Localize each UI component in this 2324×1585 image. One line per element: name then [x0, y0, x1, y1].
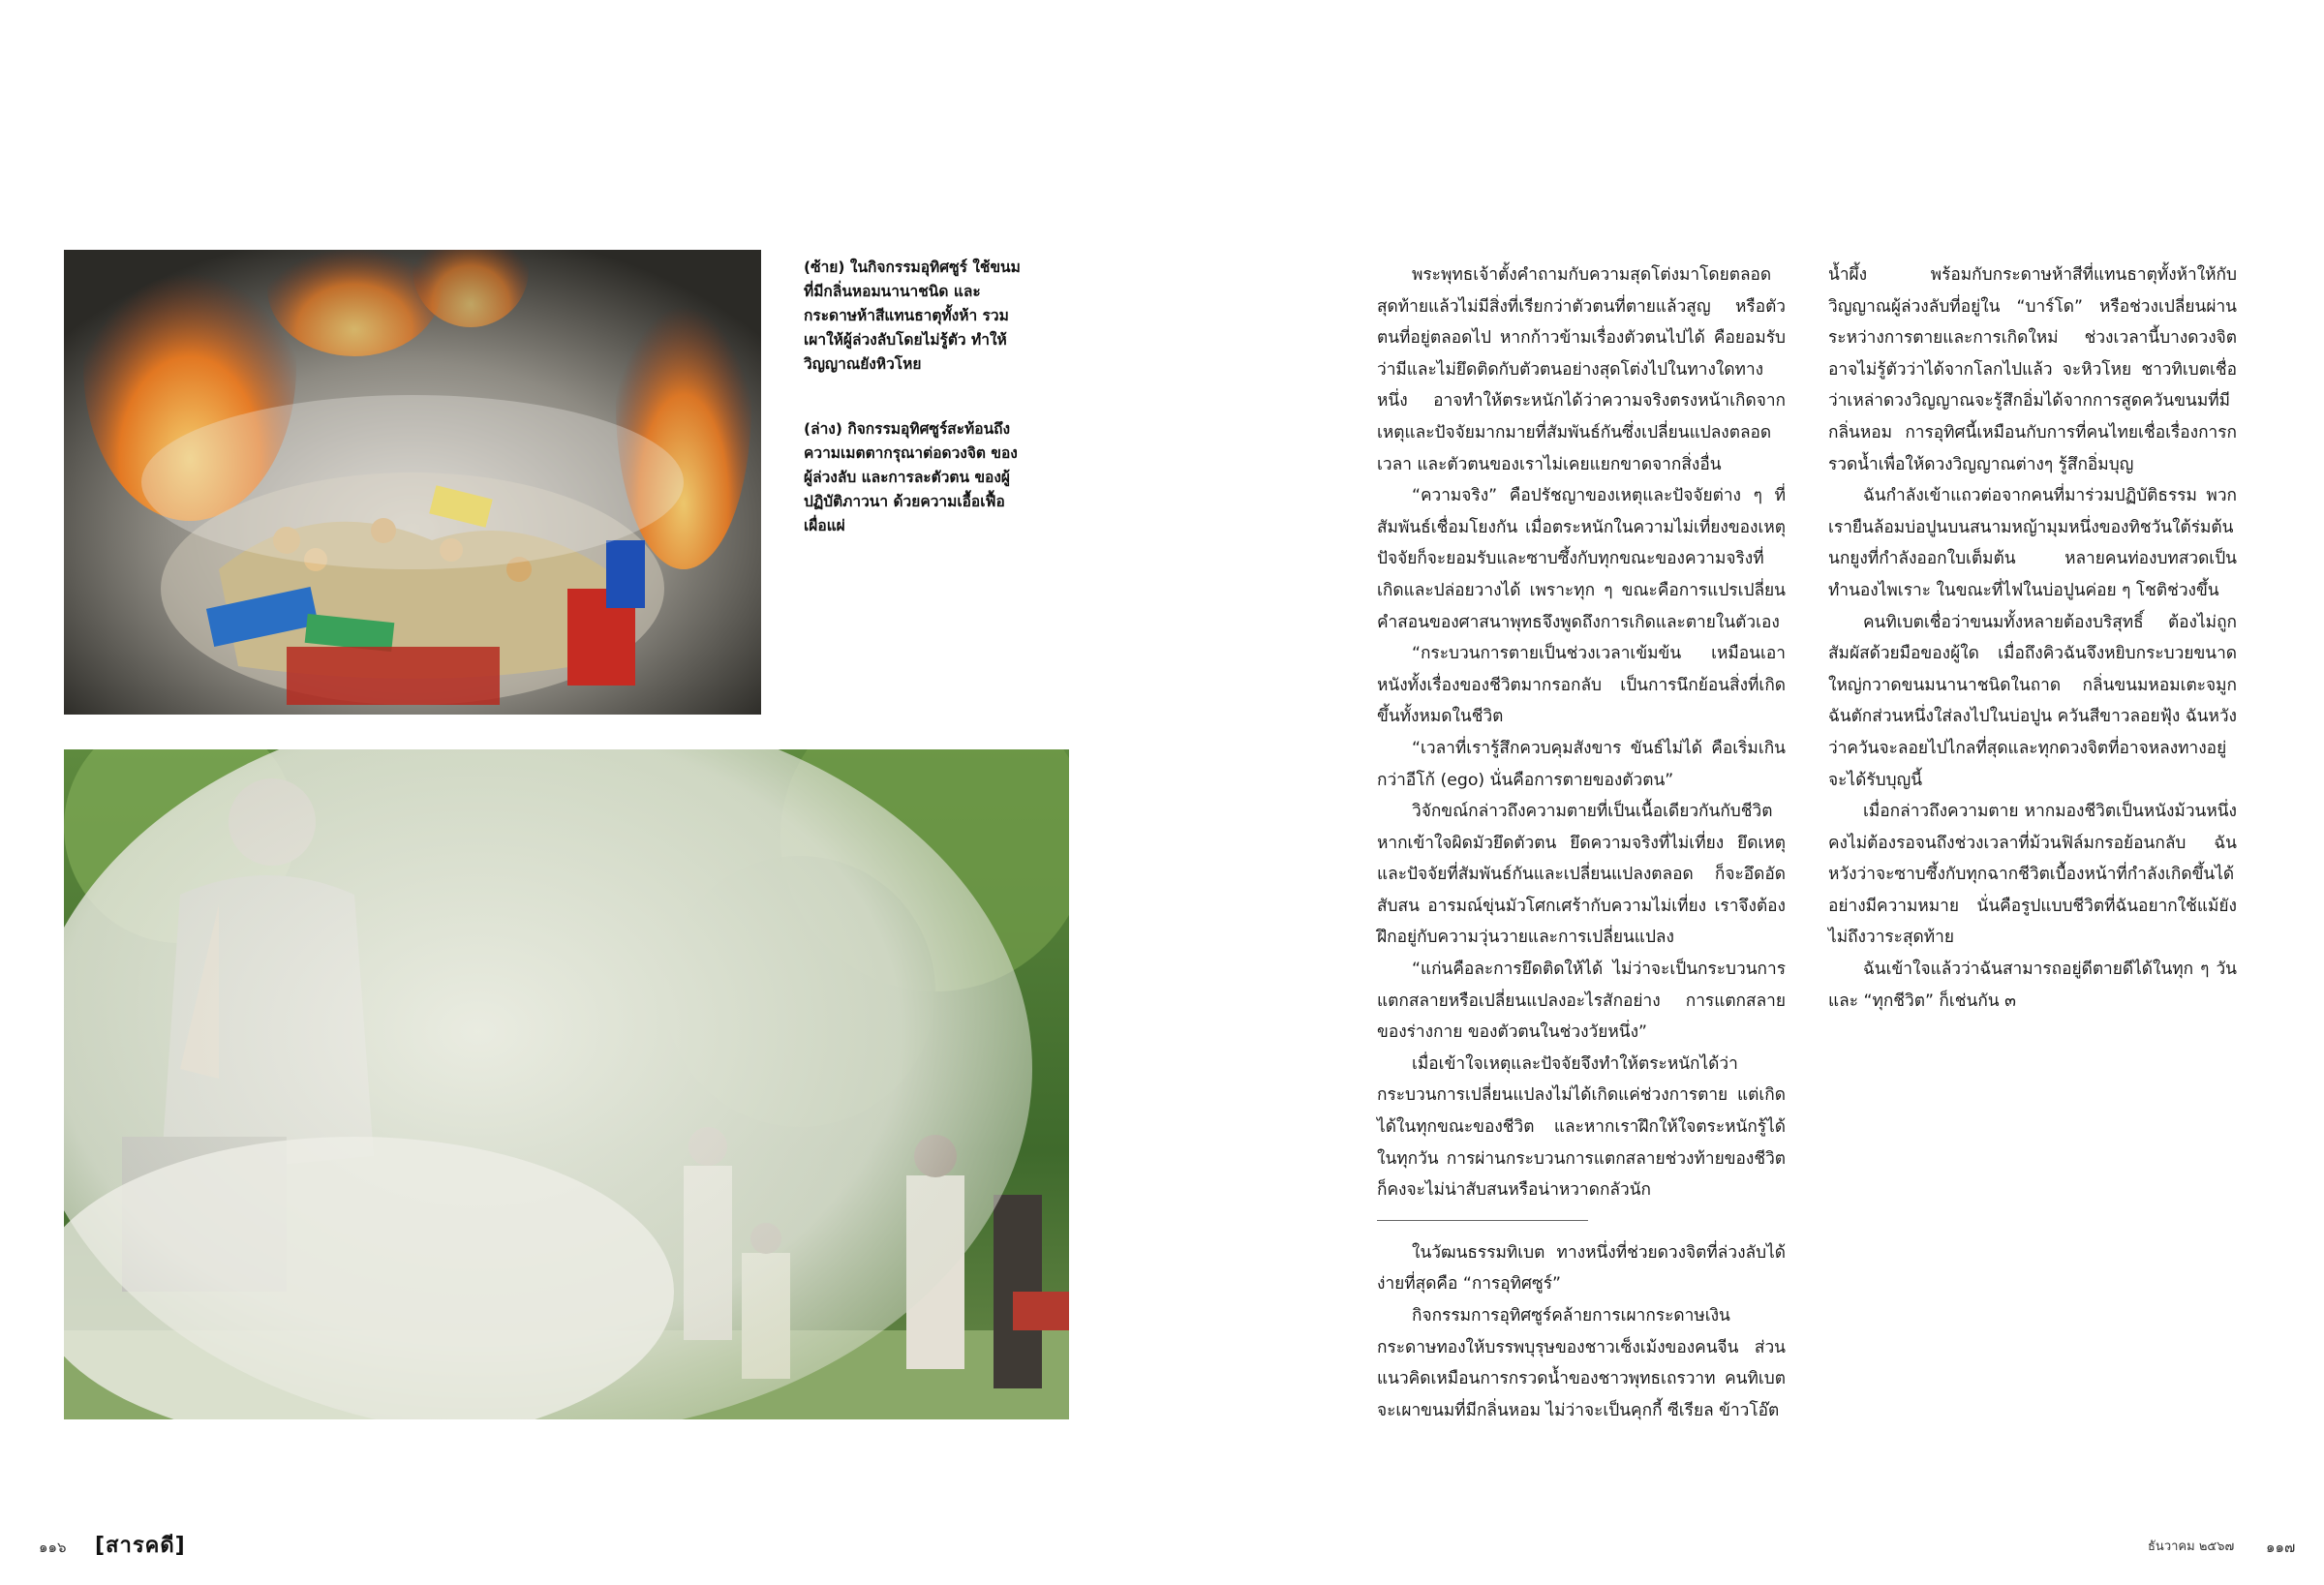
caption-bottom: (ล่าง) กิจกรรมอุทิศซูร์สะท้อนถึง ความเมตตากรุณาต่อดวงจิต ของผู้ล่วงลับ และการละตัวตน ของผู้ปฏิบัติภาวนา ด้วยความเอื้อเฟื้อเผื่อแผ่	[804, 420, 1018, 534]
ceremony-smoke-photo	[64, 749, 1069, 1419]
article-paragraph: น้ำผึ้ง พร้อมกับกระดาษห้าสีที่แทนธาตุทั้งห้าให้กับวิญญาณผู้ล่วงลับที่อยู่ใน “บาร์โด” หรือช่วงเปลี่ยนผ่านระหว่างการตายและการเกิดใหม่ ช่วงเวลานี้บางดวงจิตอาจไม่รู้ตัวว่าได้จากโลกไปแล้ว จะหิวโหย ชาวทิเบตเชื่อว่าเหล่าดวงวิญญาณจะรู้สึกอิ่มได้จากการสูดควันขนมที่มีกลิ่นหอม การอุทิศนี้เหมือนกับการที่คนไทยเชื่อเรื่องการกรวดน้ำเพื่อให้ดวงวิญญาณต่างๆ รู้สึกอิ่มบุญ	[1828, 265, 2237, 474]
article-paragraph: วิจักขณ์กล่าวถึงความตายที่เป็นเนื้อเดียวกันกับชีวิต หากเข้าใจผิดมัวยึดตัวตน ยึดความจริงที่ไม่เที่ยง ยึดเหตุและปัจจัยที่สัมพันธ์กันและเปลี่ยนแปลงตลอด ก็จะอึดอัด สับสน อารมณ์ขุ่นมัวโศกเศร้ากับความไม่เที่ยง เราจึงต้องฝึกอยู่กับความวุ่นวายและการเปลี่ยนแปลง	[1377, 802, 1786, 948]
page-number-left: ๑๑๖	[39, 1539, 67, 1556]
page-number-right: ๑๑๗	[2266, 1539, 2296, 1556]
article-paragraph: “ความจริง” คือปรัชญาของเหตุและปัจจัยต่าง ๆ ที่สัมพันธ์เชื่อมโยงกัน เมื่อตระหนักในความไม่เที่ยงของเหตุปัจจัยก็จะยอมรับและซาบซึ้งกับทุกขณะของความจริงที่เกิดและปล่อยวางได้ เพราะทุก ๆ ขณะคือการแปรเปลี่ยน คำสอนของศาสนาพุทธจึงพูดถึงการเกิดและตายในตัวเอง	[1377, 486, 1786, 632]
article-paragraph: ในวัฒนธรรมทิเบต ทางหนึ่งที่ช่วยดวงจิตที่ล่วงลับได้ง่ายที่สุดคือ “การอุทิศซูร์”	[1377, 1242, 1786, 1295]
article-paragraph: กิจกรรมการอุทิศซูร์คล้ายการเผากระดาษเงินกระดาษทองให้บรรพบุรุษของชาวเซ็งเม้งของคนจีน ส่วนแนวคิดเหมือนการกรวดน้ำของชาวพุทธเถรวาท คนทิเบตจะเผาขนมที่มีกลิ่นหอม ไม่ว่าจะเป็นคุกกี้ ซีเรียล ข้าวโอ๊ต	[1377, 1306, 1786, 1420]
issue-date: ธันวาคม ๒๕๖๗	[2148, 1539, 2235, 1554]
article-column-1	[1377, 259, 1786, 1426]
article-paragraph: “แก่นคือละการยึดติดให้ได้ ไม่ว่าจะเป็นกระบวนการแตกสลายหรือเปลี่ยนแปลงอะไรสักอย่าง การแตกสลายของร่างกาย ของตัวตนในช่วงวัยหนึ่ง”	[1377, 960, 1786, 1043]
article-paragraph: เมื่อเข้าใจเหตุและปัจจัยจึงทำให้ตระหนักได้ว่ากระบวนการเปลี่ยนแปลงไม่ได้เกิดแค่ช่วงการตาย แต่เกิดได้ในทุกขณะของชีวิต และหากเราฝึกให้ใจตระหนักรู้ได้ในทุกวัน การผ่านกระบวนการแตกสลายช่วงท้ายของชีวิตก็คงจะไม่น่าสับสนหรือน่าหวาดกลัวนัก	[1377, 1053, 1786, 1201]
caption-left: (ซ้าย) ในกิจกรรมอุทิศซูร์ ใช้ขนมที่มีกลิ่นหอมนานาชนิด และกระดาษห้าสีแทนธาตุทั้งห้า รวมเผาให้ผู้ล่วงลับโดยไม่รู้ตัว ทำให้วิญญาณยังหิวโหย	[804, 259, 1021, 373]
article-paragraph: เมื่อกล่าวถึงความตาย หากมองชีวิตเป็นหนังม้วนหนึ่ง คงไม่ต้องรอจนถึงช่วงเวลาที่ม้วนฟิล์มกรอย้อนกลับ ฉันหวังว่าจะซาบซึ้งกับทุกฉากชีวิตเบื้องหน้าที่กำลังเกิดขึ้นได้อย่างมีความหมาย นั่นคือรูปแบบชีวิตที่ฉันอยากใช้แม้ยังไม่ถึงวาระสุดท้าย	[1828, 802, 2237, 948]
article-paragraph: ฉันเข้าใจแล้วว่าฉันสามารถอยู่ดีตายดีได้ในทุก ๆ วัน และ “ทุกชีวิต” ก็เช่นกัน ๓	[1828, 960, 2237, 1011]
photo-captions	[804, 256, 1024, 579]
article-paragraph: คนทิเบตเชื่อว่าขนมทั้งหลายต้องบริสุทธิ์ ต้องไม่ถูกสัมผัสด้วยมือของผู้ใด เมื่อถึงคิวฉันจึงหยิบกระบวยขนาดใหญ่กวาดขนมนานาชนิดในถาด กลิ่นขนมหอมเตะจมูก ฉันตักส่วนหนึ่งใส่ลงไปในบ่อปูน ควันสีขาวลอยฟุ้ง ฉันหวังว่าควันจะลอยไปไกลที่สุดและทุกดวงจิตที่อาจหลงทางอยู่จะได้รับบุญนี้	[1828, 612, 2237, 790]
section-divider	[1377, 1220, 1588, 1221]
article-column-2	[1828, 259, 2237, 1017]
article-paragraph: พระพุทธเจ้าตั้งคำถามกับความสุดโต่งมาโดยตลอด สุดท้ายแล้วไม่มีสิ่งที่เรียกว่าตัวตนที่ตายแล้วสูญ หรือตัวตนที่อยู่ตลอดไป หากก้าวข้ามเรื่องตัวตนไปได้ คือยอมรับว่ามีและไม่ยึดติดกับตัวตนอย่างสุดโต่งไปในทางใดทางหนึ่ง อาจทำให้ตระหนักได้ว่าความจริงตรงหน้าเกิดจากเหตุและปัจจัยมากมายที่สัมพันธ์กันซึ่งเปลี่ยนแปลงตลอดเวลา และตัวตนของเราไม่เคยแยกขาดจากสิ่งอื่น	[1377, 265, 1786, 474]
article-paragraph: ฉันกำลังเข้าแถวต่อจากคนที่มาร่วมปฏิบัติธรรม พวกเรายืนล้อมบ่อปูนบนสนามหญ้ามุมหนึ่งของทิชวันใต้ร่มต้นนกยูงที่กำลังออกใบเต็มต้น หลายคนท่องบทสวดเป็นทำนองไพเราะ ในขณะที่ไฟในบ่อปูนค่อย ๆ โชติช่วงขึ้น	[1828, 486, 2237, 600]
article-paragraph: “กระบวนการตายเป็นช่วงเวลาเข้มข้น เหมือนเอาหนังทั้งเรื่องของชีวิตมากรอกลับ เป็นการนึกย้อนสิ่งที่เกิดขึ้นทั้งหมดในชีวิต	[1377, 644, 1786, 727]
magazine-logo: [สารคดี]	[95, 1534, 186, 1558]
article-paragraph: “เวลาที่เรารู้สึกควบคุมสังขาร ขันธ์ไม่ได้ คือเริ่มเกินกว่าอีโก้ (ego) นั่นคือการตายของตัวตน”	[1377, 738, 1786, 790]
fire-offering-photo	[64, 250, 761, 715]
